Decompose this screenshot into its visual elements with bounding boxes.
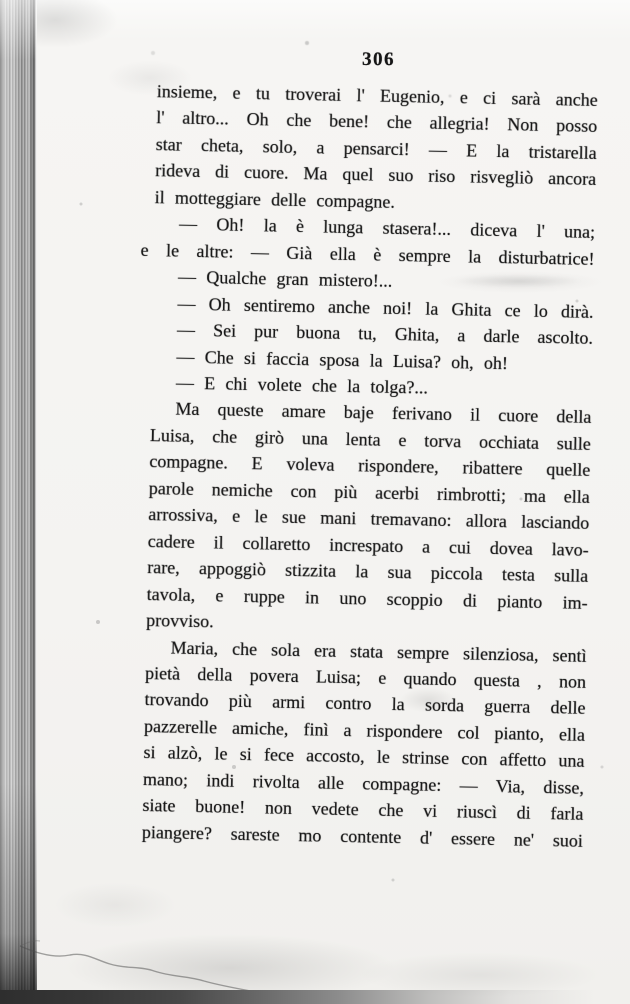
text-line: — Che si faccia sposa la Luisa? oh, oh! <box>176 346 509 373</box>
body-text <box>142 78 598 854</box>
text-line: compagne. E voleva rispondere, ribattere quelle <box>149 451 591 481</box>
book-edge-binding <box>0 0 37 1004</box>
text-line: trovando più armi contro la sorda guerra delle <box>144 689 586 719</box>
text-line: pazzerelle amiche, finì a rispondere col pianto, ella <box>143 715 586 745</box>
text-line: Ma queste amare baje ferivano il cuore della <box>175 399 592 428</box>
scan-shadow-bottom <box>0 990 630 1004</box>
text-line: — Sei pur buona tu, Ghita, a darle ascolto. <box>176 319 594 349</box>
text-line: — E chi volete che la tolga?... <box>175 372 429 398</box>
ink-bleedthrough <box>438 272 598 290</box>
text-line: mano; indi rivolta alle compagne: — Via, disse, <box>142 768 585 798</box>
text-line: cadere il collaretto increspato a cui dovea lavo- <box>147 530 589 560</box>
text-line: siate buone! non vedete che vi riuscì di farla <box>142 795 584 825</box>
text-line: — Oh! la è lunga stasera!... diceva l' una; <box>178 213 596 243</box>
text-line: rideva di cuore. Ma quel suo riso risvegliò ancora <box>155 160 597 190</box>
text-line: — Qualche gran mistero!... <box>177 266 393 292</box>
paper-crease <box>18 938 258 994</box>
text-line: Maria, che sola era stata sempre silenziosa, sentì <box>170 637 587 666</box>
text-line: piangere? sareste mo contente d' essere ne' suoi <box>141 821 584 851</box>
text-line: provviso. <box>146 610 214 632</box>
text-line: tavola, e ruppe in uno scoppio di pianto im- <box>146 583 588 613</box>
text-line: arrossiva, e le sue mani tremavano: allora lasciando <box>148 504 590 534</box>
paper-specks <box>0 0 2 2</box>
text-line: e le altre: — Già ella è sempre la disturbatrice! <box>140 239 595 269</box>
text-line: rare, appoggiò stizzita la sua piccola testa sulla <box>147 557 589 587</box>
text-line: — Oh sentiremo anche noi! la Ghita ce lo dirà. <box>177 293 594 322</box>
text-line: star cheta, solo, a pensarci! — E la tristarella <box>155 134 597 163</box>
text-line: l' altro... Oh che bene! che allegria! Non posso <box>156 107 598 137</box>
text-line: Luisa, che girò una lenta e torva occhiata sulle <box>149 424 592 454</box>
text-line: parole nemiche con più acerbi rimbrotti; ma ella <box>148 477 590 507</box>
text-line: pietà della povera Luisa; e quando questa , non <box>144 663 587 692</box>
text-line: insieme, e tu troverai l' Eugenio, e ci sarà anche <box>156 81 598 110</box>
text-line: si alzò, le si fece accosto, le strinse con affetto una <box>143 742 585 772</box>
page-number: 306 <box>361 48 396 71</box>
text-line: il motteggiare delle compagne. <box>154 186 396 212</box>
